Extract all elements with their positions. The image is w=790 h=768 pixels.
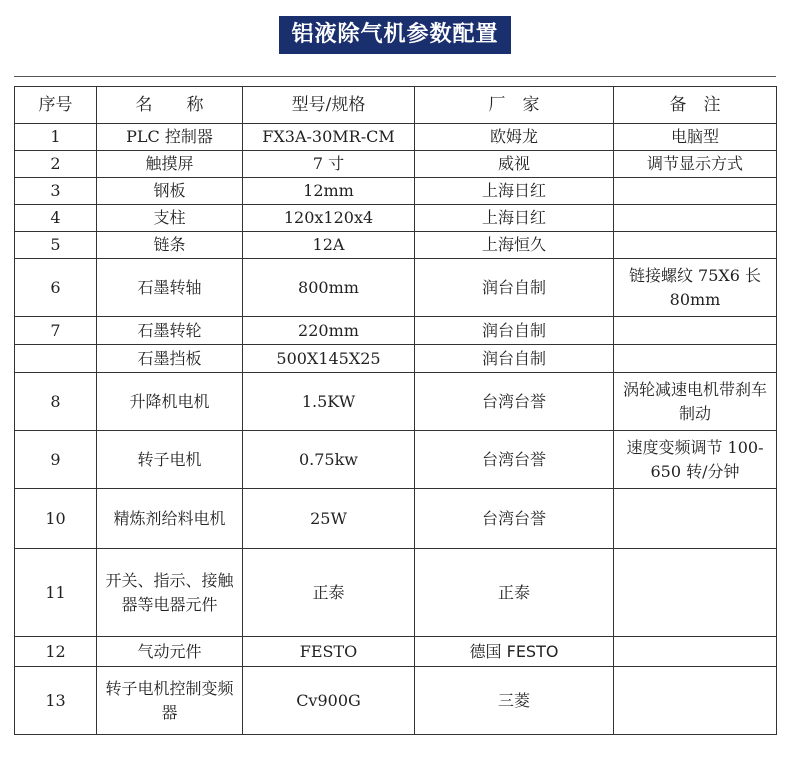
table-row <box>15 373 777 431</box>
cell-no: 4 <box>15 205 97 232</box>
cell-name: 触摸屏 <box>97 151 243 178</box>
cell-note <box>614 489 777 549</box>
cell-name: 开关、指示、接触器等电器元件 <box>97 549 243 637</box>
cell-name: PLC 控制器 <box>97 124 243 151</box>
cell-no: 10 <box>15 489 97 549</box>
cell-model: 1.5KW <box>243 373 415 431</box>
cell-model: 12mm <box>243 178 415 205</box>
cell-maker: 上海恒久 <box>415 232 614 259</box>
page-title: 铝液除气机参数配置 <box>279 16 510 54</box>
cell-maker: 台湾台誉 <box>415 431 614 489</box>
cell-note: 涡轮减速电机带刹车制动 <box>614 373 777 431</box>
cell-note <box>614 549 777 637</box>
cell-model: 25W <box>243 489 415 549</box>
header-name: 名 称 <box>97 87 243 124</box>
cell-model: 12A <box>243 232 415 259</box>
cell-name: 精炼剂给料电机 <box>97 489 243 549</box>
cell-name: 石墨转轴 <box>97 259 243 317</box>
table-row <box>15 637 777 667</box>
cell-note: 链接螺纹 75X6 长 80mm <box>614 259 777 317</box>
cell-model: 120x120x4 <box>243 205 415 232</box>
cell-name: 链条 <box>97 232 243 259</box>
table-row <box>15 178 777 205</box>
table-row <box>15 667 777 735</box>
cell-maker: 上海日红 <box>415 178 614 205</box>
cell-maker: 润台自制 <box>415 259 614 317</box>
cell-no: 5 <box>15 232 97 259</box>
table-row <box>15 345 777 373</box>
cell-name: 转子电机控制变频器 <box>97 667 243 735</box>
cell-maker: 威视 <box>415 151 614 178</box>
cell-note <box>614 232 777 259</box>
table-row <box>15 124 777 151</box>
table-row <box>15 205 777 232</box>
cell-no: 11 <box>15 549 97 637</box>
cell-no: 2 <box>15 151 97 178</box>
table-row <box>15 549 777 637</box>
table-row <box>15 431 777 489</box>
cell-name: 石墨转轮 <box>97 317 243 345</box>
cell-model: 220mm <box>243 317 415 345</box>
title-banner <box>0 16 790 54</box>
cell-note <box>614 178 777 205</box>
cell-maker: 正泰 <box>415 549 614 637</box>
cell-no: 1 <box>15 124 97 151</box>
cell-name: 转子电机 <box>97 431 243 489</box>
cell-no: 8 <box>15 373 97 431</box>
table-row <box>15 317 777 345</box>
cell-model: FESTO <box>243 637 415 667</box>
cell-note: 速度变频调节 100-650 转/分钟 <box>614 431 777 489</box>
cell-no: 12 <box>15 637 97 667</box>
cell-name: 升降机电机 <box>97 373 243 431</box>
cell-maker: 上海日红 <box>415 205 614 232</box>
cell-no: 13 <box>15 667 97 735</box>
cell-note <box>614 345 777 373</box>
cell-name: 钢板 <box>97 178 243 205</box>
table-row <box>15 259 777 317</box>
table-row <box>15 489 777 549</box>
table-row <box>15 151 777 178</box>
cell-model: 500X145X25 <box>243 345 415 373</box>
cell-maker: 台湾台誉 <box>415 373 614 431</box>
cell-note <box>614 637 777 667</box>
cell-no <box>15 345 97 373</box>
header-model: 型号/规格 <box>243 87 415 124</box>
cell-note <box>614 667 777 735</box>
cell-name: 石墨挡板 <box>97 345 243 373</box>
cell-note <box>614 205 777 232</box>
cell-name: 支柱 <box>97 205 243 232</box>
cell-no: 6 <box>15 259 97 317</box>
cell-name: 气动元件 <box>97 637 243 667</box>
cell-maker: 台湾台誉 <box>415 489 614 549</box>
cell-maker: 润台自制 <box>415 317 614 345</box>
cell-note: 调节显示方式 <box>614 151 777 178</box>
cell-maker: 欧姆龙 <box>415 124 614 151</box>
header-maker: 厂 家 <box>415 87 614 124</box>
header-note: 备 注 <box>614 87 777 124</box>
cell-model: Cv900G <box>243 667 415 735</box>
cell-maker: 润台自制 <box>415 345 614 373</box>
cell-model: 0.75kw <box>243 431 415 489</box>
cell-no: 9 <box>15 431 97 489</box>
header-row <box>15 87 777 124</box>
cell-model: 7 寸 <box>243 151 415 178</box>
cell-model: FX3A-30MR-CM <box>243 124 415 151</box>
parameter-table <box>14 86 777 735</box>
cell-no: 7 <box>15 317 97 345</box>
header-no: 序号 <box>15 87 97 124</box>
title-divider <box>14 76 776 77</box>
cell-note <box>614 317 777 345</box>
cell-model: 正泰 <box>243 549 415 637</box>
cell-no: 3 <box>15 178 97 205</box>
cell-model: 800mm <box>243 259 415 317</box>
cell-note: 电脑型 <box>614 124 777 151</box>
table-row <box>15 232 777 259</box>
cell-maker: 德国 FESTO <box>415 637 614 667</box>
cell-maker: 三菱 <box>415 667 614 735</box>
